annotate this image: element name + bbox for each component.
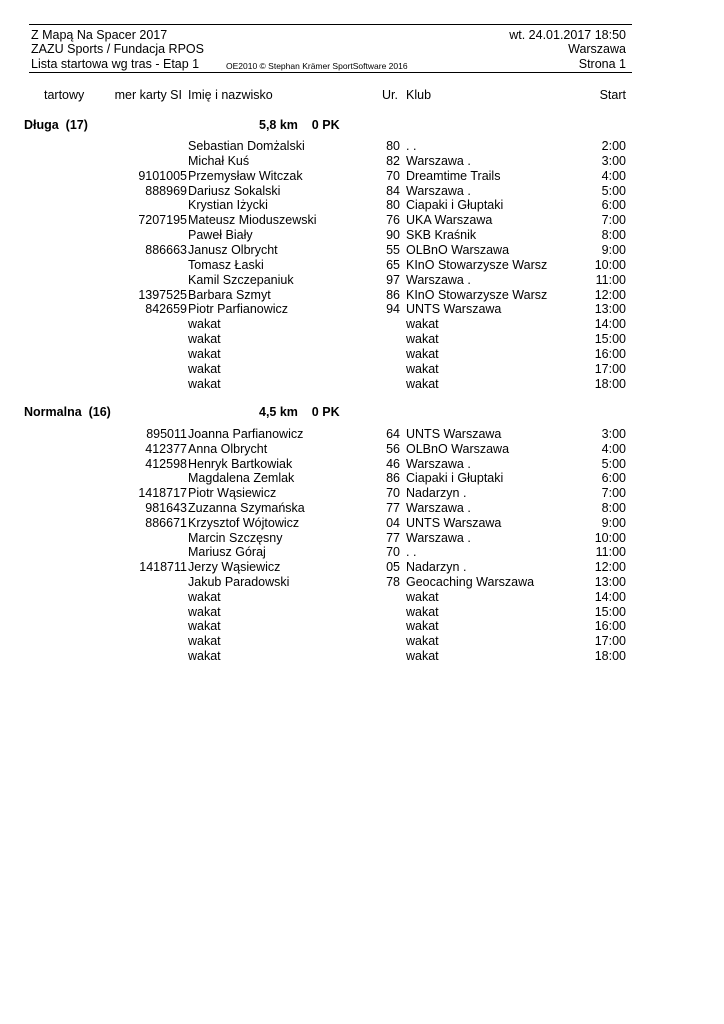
club-name: wakat — [406, 317, 439, 332]
club-name: UKA Warszawa — [406, 213, 493, 228]
start-time: 9:00 — [601, 242, 626, 257]
club-name: wakat — [406, 589, 439, 604]
competitor-name: Jerzy Wąsiewicz — [188, 560, 281, 575]
competitor-name: Dariusz Sokalski — [188, 183, 281, 198]
list-row — [0, 362, 724, 377]
start-time: 3:00 — [601, 427, 626, 441]
start-time: 7:00 — [601, 213, 626, 228]
si-card-number: 7207195 — [138, 213, 187, 228]
club-name: wakat — [406, 604, 439, 619]
list-row — [0, 198, 724, 213]
start-time: 6:00 — [601, 198, 626, 213]
club-name: UNTS Warszawa — [406, 427, 502, 441]
col-card-number: mer karty SI — [114, 88, 182, 102]
list-row — [0, 228, 724, 243]
club-name: Warszawa . — [406, 183, 471, 198]
competitor-name: Krzysztof Wójtowicz — [188, 515, 300, 530]
club-name: Dreamtime Trails — [406, 168, 501, 183]
competitor-name: Tomasz Łaski — [188, 257, 264, 272]
club-name: KInO Stowarzysze Warsz — [406, 287, 548, 302]
club-name: wakat — [406, 376, 439, 391]
col-club: Klub — [406, 88, 432, 102]
club-name: . . — [406, 545, 417, 560]
header-bottom-rule — [29, 72, 632, 73]
competitor-name: wakat — [188, 649, 221, 663]
start-time: 5:00 — [601, 183, 626, 198]
competitor-name: wakat — [188, 634, 221, 649]
competitor-name: Paweł Biały — [188, 228, 253, 243]
birth-year: 97 — [386, 272, 400, 287]
print-datetime: wt. 24.01.2017 18:50 — [509, 28, 626, 42]
competitor-name: wakat — [188, 317, 221, 332]
club-name: KInO Stowarzysze Warsz — [406, 257, 548, 272]
col-start-number: tartowy — [44, 88, 85, 102]
start-time: 18:00 — [594, 649, 626, 663]
birth-year: 82 — [386, 153, 400, 168]
birth-year: 04 — [386, 515, 400, 530]
competitor-name: wakat — [188, 619, 221, 634]
start-time: 12:00 — [594, 560, 626, 575]
competitor-name: Anna Olbrycht — [188, 441, 268, 456]
list-row — [0, 154, 724, 169]
start-time: 8:00 — [601, 501, 626, 515]
start-time: 10:00 — [594, 530, 626, 545]
club-name: Ciapaki i Głuptaki — [406, 198, 504, 213]
club-name: wakat — [406, 634, 439, 649]
header-top-rule — [29, 24, 632, 25]
list-row — [0, 457, 724, 472]
list-row — [0, 531, 724, 546]
competitor-name: Henryk Bartkowiak — [188, 456, 293, 471]
start-time: 14:00 — [594, 589, 626, 604]
list-row — [0, 243, 724, 258]
competitor-name: Janusz Olbrycht — [188, 242, 278, 257]
birth-year: 46 — [386, 456, 400, 471]
club-name: wakat — [406, 619, 439, 634]
birth-year: 70 — [386, 545, 400, 560]
page-number: Strona 1 — [578, 57, 626, 71]
si-card-number: 895011 — [146, 427, 187, 441]
birth-year: 78 — [386, 575, 400, 589]
start-time: 13:00 — [594, 302, 626, 317]
start-time: 15:00 — [594, 332, 626, 347]
start-time: 14:00 — [594, 317, 626, 332]
list-row — [0, 471, 724, 486]
club-name: wakat — [406, 649, 439, 663]
competitor-name: Jakub Paradowski — [188, 575, 290, 589]
location: Warszawa — [568, 42, 626, 56]
si-card-number: 412377 — [145, 441, 187, 456]
course-title: Normalna (16) — [24, 405, 111, 419]
list-row — [0, 649, 724, 664]
club-name: Nadarzyn . — [406, 560, 467, 575]
start-time: 17:00 — [594, 361, 626, 376]
club-name: UNTS Warszawa — [406, 515, 502, 530]
competitor-name: Kamil Szczepaniuk — [188, 272, 294, 287]
list-row — [0, 213, 724, 228]
list-row — [0, 288, 724, 303]
competitor-name: Krystian Iżycki — [188, 198, 268, 213]
competitor-name: Przemysław Witczak — [188, 168, 303, 183]
course-info: 5,8 km 0 PK — [259, 118, 340, 132]
club-name: Geocaching Warszawa — [406, 575, 535, 589]
competitor-name: Magdalena Zemlak — [188, 471, 295, 486]
birth-year: 77 — [386, 530, 400, 545]
start-time: 16:00 — [594, 346, 626, 361]
competitor-name: wakat — [188, 604, 221, 619]
club-name: Warszawa . — [406, 272, 471, 287]
organizer: ZAZU Sports / Fundacja RPOS — [31, 42, 204, 56]
list-title: Lista startowa wg tras - Etap 1 — [31, 57, 200, 71]
birth-year: 05 — [386, 560, 400, 575]
competitor-name: Marcin Szczęsny — [188, 530, 283, 545]
list-row — [0, 634, 724, 649]
club-name: UNTS Warszawa — [406, 302, 502, 317]
competitor-name: Mariusz Góraj — [188, 545, 266, 560]
start-time: 11:00 — [595, 545, 626, 560]
start-time: 2:00 — [601, 139, 626, 153]
col-name: Imię i nazwisko — [188, 88, 273, 102]
start-time: 13:00 — [594, 575, 626, 589]
event-title: Z Mapą Na Spacer 2017 — [31, 28, 168, 42]
si-card-number: 1397525 — [138, 287, 187, 302]
si-card-number: 888969 — [145, 183, 187, 198]
competitor-name: wakat — [188, 346, 221, 361]
birth-year: 55 — [386, 242, 400, 257]
competitor-name: wakat — [188, 589, 221, 604]
club-name: Warszawa . — [406, 153, 471, 168]
competitor-name: Piotr Wąsiewicz — [188, 486, 277, 501]
list-row — [0, 619, 724, 634]
competitor-name: Michał Kuś — [188, 153, 250, 168]
birth-year: 56 — [386, 441, 400, 456]
birth-year: 84 — [386, 183, 400, 198]
si-card-number: 981643 — [145, 501, 187, 515]
birth-year: 70 — [386, 168, 400, 183]
start-time: 4:00 — [601, 441, 626, 456]
start-time: 16:00 — [594, 619, 626, 634]
si-card-number: 886671 — [145, 515, 187, 530]
birth-year: 80 — [386, 198, 400, 213]
si-card-number: 1418711 — [139, 560, 187, 575]
list-row — [0, 605, 724, 620]
si-card-number: 886663 — [145, 242, 187, 257]
list-row — [0, 139, 724, 154]
competitor-name: Sebastian Domżalski — [188, 139, 305, 153]
start-time: 9:00 — [601, 515, 626, 530]
start-time: 18:00 — [594, 376, 626, 391]
birth-year: 77 — [386, 501, 400, 515]
club-name: Warszawa . — [406, 530, 471, 545]
si-card-number: 842659 — [145, 302, 187, 317]
start-time: 5:00 — [601, 456, 626, 471]
list-row — [0, 545, 724, 560]
list-row — [0, 347, 724, 362]
list-row — [0, 332, 724, 347]
club-name: Warszawa . — [406, 501, 471, 515]
club-name: Nadarzyn . — [406, 486, 467, 501]
list-row — [0, 560, 724, 575]
start-time: 17:00 — [594, 634, 626, 649]
competitor-name: Joanna Parfianowicz — [188, 427, 304, 441]
start-time: 7:00 — [601, 486, 626, 501]
start-time: 8:00 — [601, 228, 626, 243]
column-header-row — [0, 88, 724, 103]
competitor-name: Mateusz Mioduszewski — [188, 213, 317, 228]
list-row — [0, 302, 724, 317]
birth-year: 86 — [386, 287, 400, 302]
competitor-name: wakat — [188, 361, 221, 376]
list-row — [0, 501, 724, 516]
club-name: OLBnO Warszawa — [406, 242, 510, 257]
software-credit: OE2010 © Stephan Krämer SportSoftware 2016 — [226, 61, 408, 71]
list-row — [0, 516, 724, 531]
list-row — [0, 169, 724, 184]
birth-year: 94 — [386, 302, 400, 317]
competitor-name: Zuzanna Szymańska — [188, 501, 305, 515]
club-name: SKB Kraśnik — [406, 228, 477, 243]
start-time: 11:00 — [595, 272, 626, 287]
list-row — [0, 575, 724, 590]
col-start: Start — [599, 88, 626, 102]
club-name: Warszawa . — [406, 456, 471, 471]
birth-year: 86 — [386, 471, 400, 486]
list-row — [0, 273, 724, 288]
list-row — [0, 442, 724, 457]
list-row — [0, 427, 724, 442]
start-time: 15:00 — [594, 604, 626, 619]
start-time: 12:00 — [594, 287, 626, 302]
list-row — [0, 590, 724, 605]
birth-year: 90 — [386, 228, 400, 243]
si-card-number: 1418717 — [138, 486, 187, 501]
club-name: wakat — [406, 332, 439, 347]
competitor-name: wakat — [188, 332, 221, 347]
list-row — [0, 184, 724, 199]
club-name: Ciapaki i Głuptaki — [406, 471, 504, 486]
list-row — [0, 317, 724, 332]
birth-year: 80 — [386, 139, 400, 153]
start-time: 4:00 — [601, 168, 626, 183]
si-card-number: 412598 — [145, 456, 187, 471]
list-row — [0, 377, 724, 392]
birth-year: 64 — [386, 427, 400, 441]
start-time: 6:00 — [601, 471, 626, 486]
course-title: Długa (17) — [24, 118, 88, 132]
birth-year: 70 — [386, 486, 400, 501]
list-row — [0, 486, 724, 501]
competitor-name: wakat — [188, 376, 221, 391]
birth-year: 76 — [386, 213, 400, 228]
club-name: . . — [406, 139, 417, 153]
birth-year: 65 — [386, 257, 400, 272]
start-time: 10:00 — [594, 257, 626, 272]
start-time: 3:00 — [601, 153, 626, 168]
club-name: wakat — [406, 361, 439, 376]
course-info: 4,5 km 0 PK — [259, 405, 340, 419]
list-row — [0, 258, 724, 273]
col-year: Ur. — [382, 88, 398, 102]
club-name: wakat — [406, 346, 439, 361]
competitor-name: Barbara Szmyt — [188, 287, 271, 302]
club-name: OLBnO Warszawa — [406, 441, 510, 456]
si-card-number: 9101005 — [138, 168, 187, 183]
competitor-name: Piotr Parfianowicz — [188, 302, 289, 317]
